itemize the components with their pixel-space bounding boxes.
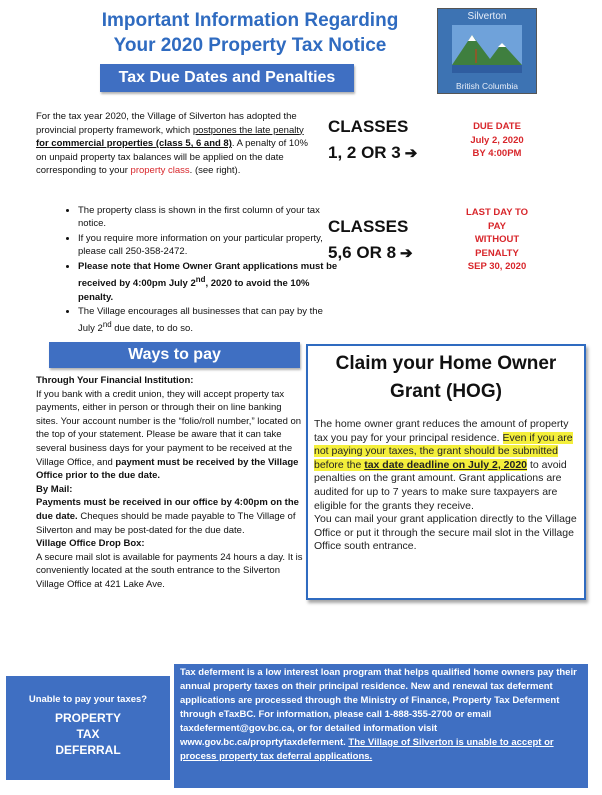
hog-text: to avoid penalties on the grant amount. Grant applications are audited for up to 7 years to make sure taxpayers are eligible for the grants they receive. [314, 458, 567, 512]
drop-box-heading: Village Office Drop Box: [36, 538, 145, 550]
home-owner-grant-box [306, 344, 586, 600]
by-mail-text [36, 496, 304, 537]
ways-to-pay-section [36, 374, 304, 592]
hog-deadline: tax date deadline on July 2, 2020 [364, 458, 528, 471]
hog-highlight: Even if you are not paying your taxes, the grant should be submitted before the [314, 431, 573, 471]
classes-label: CLASSES [328, 117, 409, 136]
silverton-logo [437, 8, 537, 94]
due-date-classes-5-6-8 [450, 206, 544, 274]
arrow-right-icon: ➔ [400, 245, 413, 262]
title-line-1: Important Information Regarding [101, 10, 399, 31]
tax-deferment-info [174, 664, 588, 788]
list-item [78, 204, 338, 231]
paragraph-bold-text: payment must be received by the Village Office prior to the due date. [36, 456, 299, 482]
due-line: PAY [488, 220, 506, 232]
due-label: DUE DATE [473, 121, 521, 132]
bullet-text: due date, to do so. [111, 323, 193, 335]
intro-text-f: . (see right). [189, 165, 241, 177]
bullet-sup: nd [195, 275, 206, 285]
financial-institution-heading: Through Your Financial Institution: [36, 375, 194, 386]
hog-text: The home owner grant reduces the amount of property tax you pay for your principal residence. [314, 418, 569, 444]
bullet-text: The Village encourages all businesses that can pay by the July 2 [78, 306, 323, 335]
bullet-text: , 2020 to avoid the 10% penalty. [78, 278, 310, 303]
tax-due-intro [36, 110, 314, 178]
ways-to-pay-heading: Ways to pay [49, 342, 300, 368]
arrow-right-icon: ➔ [404, 145, 418, 162]
deferral-title-line: TAX [76, 727, 100, 741]
intro-text-b: postpones the late penalty [192, 124, 304, 136]
classes-values-row [328, 140, 448, 167]
due-line: WITHOUT [474, 234, 520, 245]
drop-box-text: A secure mail slot is available for payments 24 hours a day. It is conveniently located at the south entrance to the Silverton Village Office at 421 Lake Ave. [36, 551, 303, 590]
bullet-text: If you require more information on your particular property, please call 250-358-2472. [78, 232, 323, 258]
intro-text-a: For the tax year 2020, the Village of Silverton has adopted the provincial property framework, which [36, 111, 297, 136]
logo-bottom-text: British Columbia [456, 81, 518, 91]
list-item [78, 232, 338, 259]
tax-due-heading: Tax Due Dates and Penalties [100, 64, 354, 92]
tax-info-list [56, 204, 338, 337]
deferral-title [6, 710, 170, 758]
paragraph-bold-text: Payments must be received in our office by 4:00pm on the due date. [36, 497, 299, 522]
paragraph-text: Cheques should be made payable to The Village of Silverton and may be post-dated for the due date. [36, 510, 296, 536]
due-date: SEP 30, 2020 [467, 261, 527, 272]
due-date: July 2, 2020 [470, 134, 524, 146]
financial-institution-text [36, 388, 304, 483]
hog-text: You can mail your grant application directly to the Village Office or put it through the secure mail slot in the Village Office south entrance. [314, 513, 577, 553]
list-item [78, 305, 338, 336]
due-line: PENALTY [475, 247, 519, 259]
hog-title: Claim your Home Owner Grant (HOG) [335, 353, 557, 402]
bullet-sup: nd [102, 320, 112, 330]
deferral-title-line: PROPERTY [54, 711, 121, 725]
due-line: LAST DAY TO [465, 207, 529, 218]
hog-body [314, 418, 580, 554]
intro-text-d: . A penalty of 10% on unpaid property tax balances will be applied on the date corresponding to your [36, 138, 308, 177]
title-line-2: Your 2020 Property Tax Notice [113, 35, 387, 56]
intro-property-class: property class [130, 165, 190, 177]
due-date-classes-1-2-3 [452, 120, 542, 161]
logo-top-text: Silverton [467, 11, 507, 22]
classes-label: CLASSES [328, 217, 409, 236]
bullet-text: The property class is shown in the first column of your tax notice. [78, 205, 320, 230]
classes-1-2-3 [328, 114, 448, 167]
deferment-text: Tax deferment is a low interest loan program that helps qualified home owners pay their annual property taxes on their principal residence. New and renewal tax deferment applications are processed through the Ministry of Finance, Property Tax Deferment through eTaxBC. For information, please call 1-888-355-2700 or email taxdeferment@gov.bc.ca, or for detailed information visit www.gov.bc.ca/proprtytaxdeferment. [180, 667, 577, 748]
classes-5-6-8 [328, 214, 448, 267]
bullet-text: Please note that Home Owner Grant applications must be received by 4:00pm July 2 [78, 260, 338, 290]
due-time: BY 4:00PM [472, 148, 522, 159]
page-title [60, 8, 440, 58]
classes-values: 1, 2 OR 3 [328, 143, 401, 162]
deferral-title-line: DEFERRAL [55, 743, 121, 757]
classes-values: 5,6 OR 8 [328, 243, 397, 262]
paragraph-text: If you bank with a credit union, they will accept property tax payments, either in person or through their on line banking sites. Your account number is the “folio/roll number,” located on the top of your statement. Please be aware that it can take several business days for your payment to be received at the Village Office, and [36, 388, 302, 468]
by-mail-heading: By Mail: [36, 483, 73, 495]
deferment-notice: The Village of Silverton is unable to accept or process property tax deferral applications. [180, 737, 554, 762]
list-item [78, 260, 338, 304]
deferral-question: Unable to pay your taxes? [28, 694, 148, 705]
tax-deferral-box [6, 676, 170, 780]
classes-values-row [328, 240, 448, 267]
intro-commercial-classes: for commercial properties (class 5, 6 and 8) [36, 138, 232, 150]
